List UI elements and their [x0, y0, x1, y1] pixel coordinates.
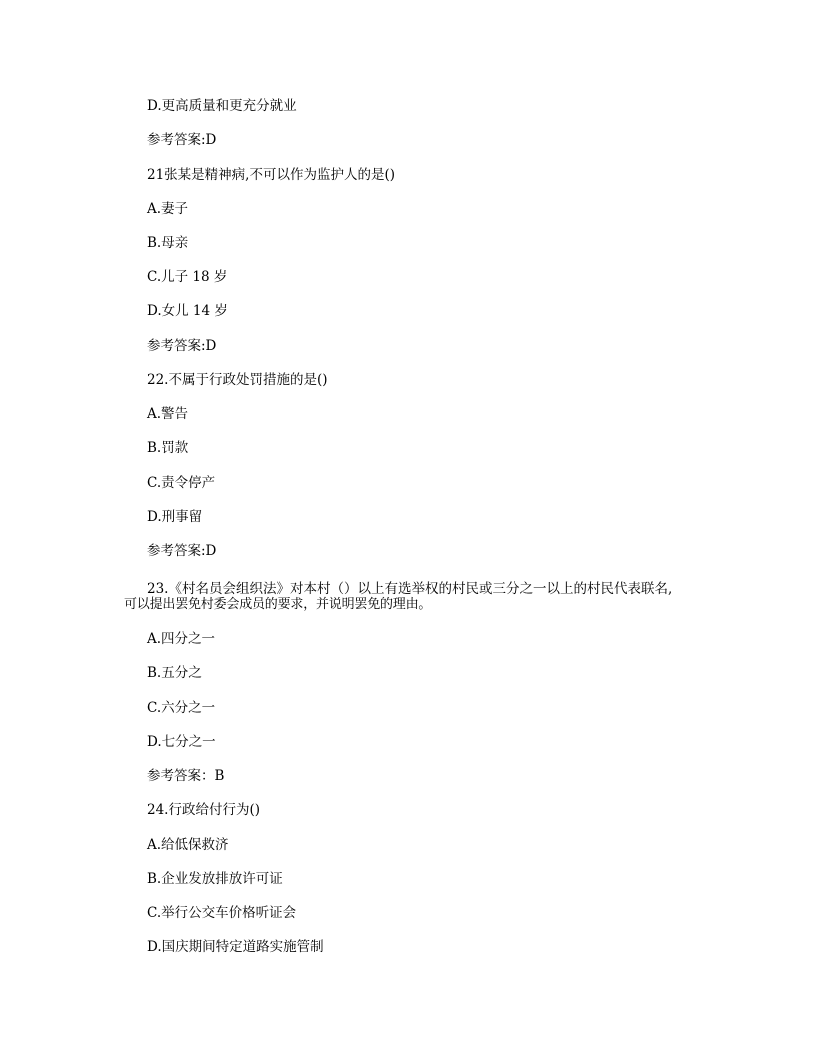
q21-question: 21张某是精神病,不可以作为监护人的是(): [147, 167, 396, 183]
q21-option-a: A.妻子: [147, 201, 189, 217]
q24-option-d: D.国庆期间特定道路实施管制: [147, 939, 324, 955]
q22-answer: 参考答案:D: [147, 543, 217, 559]
q24-option-b: B.企业发放排放许可证: [147, 871, 283, 887]
q23-option-c: C.六分之一: [147, 700, 216, 716]
q22-option-b: B.罚款: [147, 440, 189, 456]
q22-question: 22.不属于行政处罚措施的是(): [147, 372, 328, 388]
q21-answer: 参考答案:D: [147, 338, 217, 354]
q23-option-d: D.七分之一: [147, 734, 216, 750]
q24-question: 24.行政给付行为(): [147, 802, 261, 818]
q23-option-a: A.四分之一: [147, 631, 216, 647]
q20-answer: 参考答案:D: [147, 132, 217, 148]
q23-question-line-1: 23.《村名员会组织法》对本村（）以上有选举权的村民或三分之一以上的村民代表联名,: [147, 581, 673, 597]
q23-answer: 参考答案：B: [147, 768, 225, 784]
q22-option-c: C.责令停产: [147, 475, 216, 491]
q24-option-c: C.举行公交车价格听证会: [147, 905, 297, 921]
q22-option-a: A.警告: [147, 406, 189, 422]
q21-option-d: D.女儿 14 岁: [147, 303, 228, 319]
q21-option-c: C.儿子 18 岁: [147, 269, 228, 285]
q24-option-a: A.给低保救济: [147, 837, 229, 853]
q20-option-d: D.更高质量和更充分就业: [147, 98, 297, 114]
q23-option-b: B.五分之: [147, 665, 202, 681]
q23-question-line-2: 可以提出罢免村委会成员的要求，并说明罢免的理由。: [124, 597, 432, 612]
q22-option-d: D.刑事留: [147, 509, 203, 525]
q21-option-b: B.母亲: [147, 235, 189, 251]
